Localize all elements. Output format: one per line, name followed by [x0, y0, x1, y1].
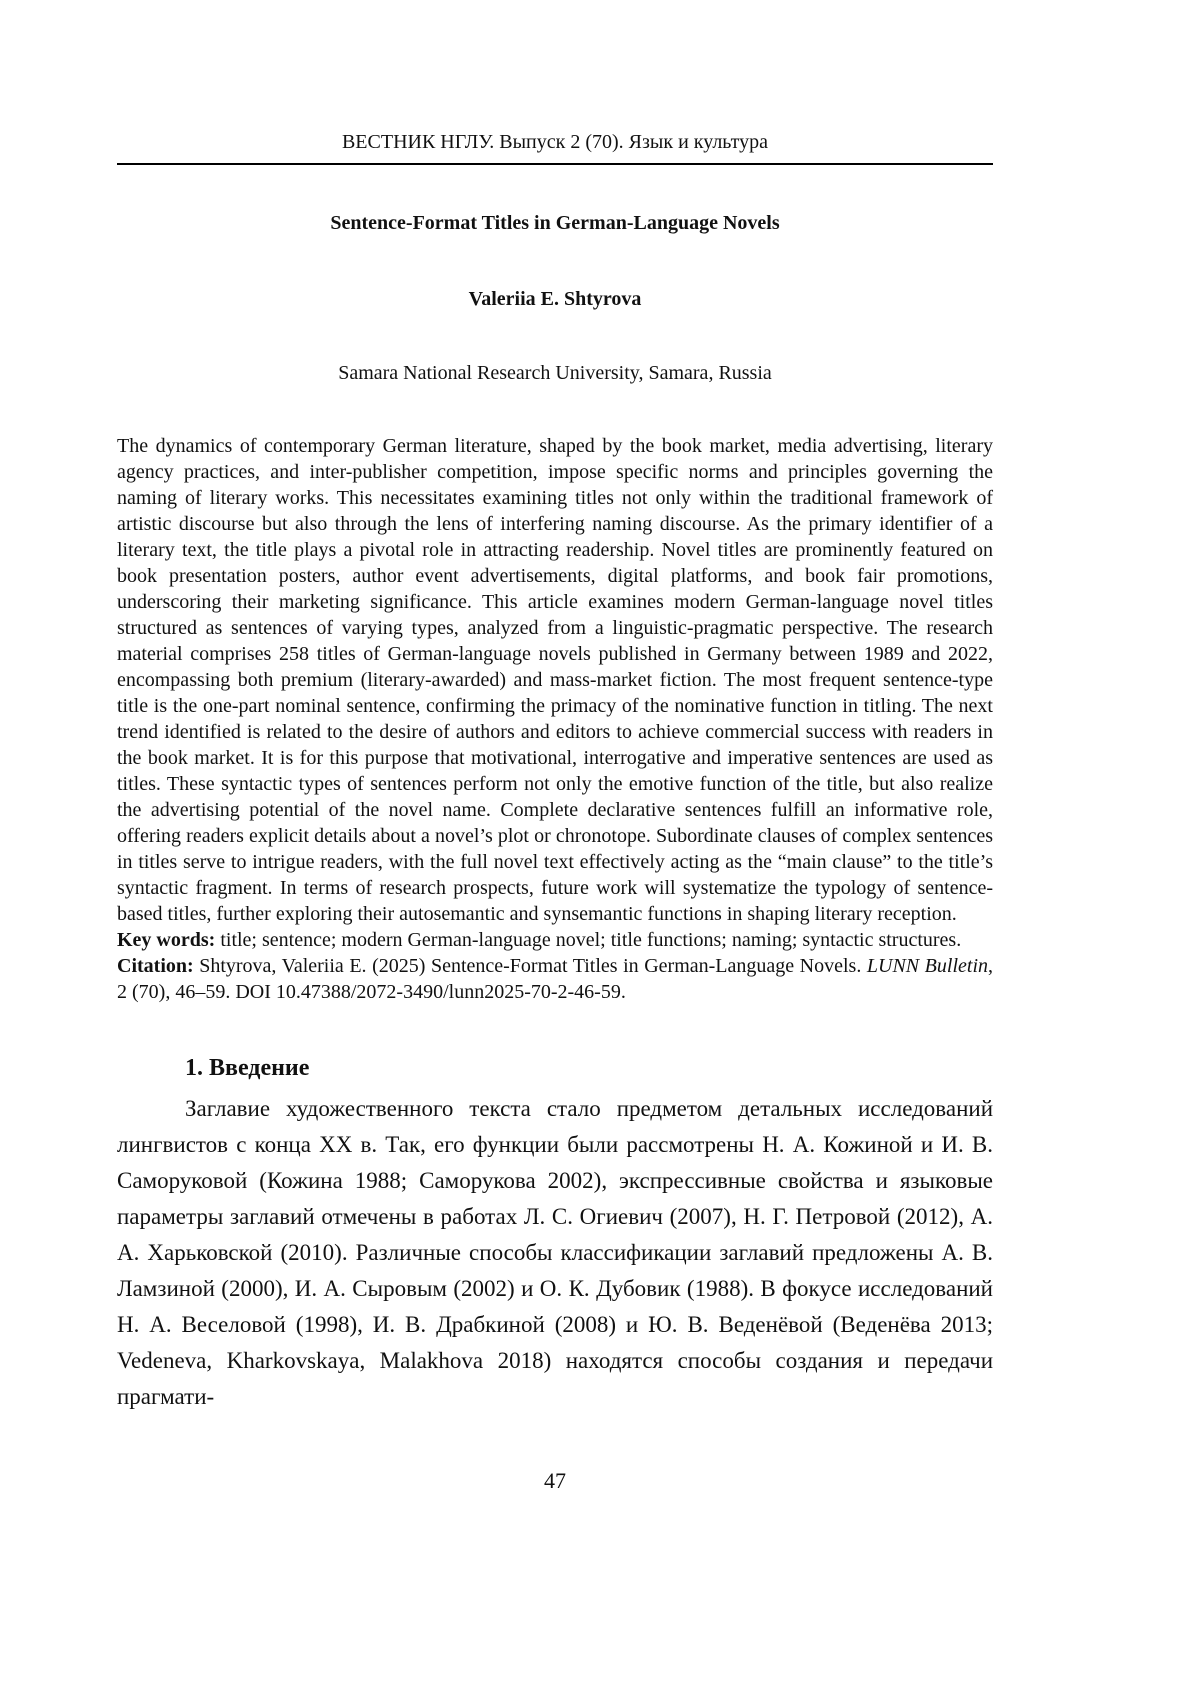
keywords-text: title; sentence; modern German-language novel; title functions; naming; syntactic structures. — [215, 929, 962, 951]
abstract-text: The dynamics of contemporary German literature, shaped by the book market, media advertising, literary agency practices, and inter-publisher competition, impose specific norms and principles governing the naming of literary works. This necessitates examining titles not only within the traditional framework of artistic discourse but also through the lens of interfering naming discourse. As the primary identifier of a literary text, the title plays a pivotal role in attracting readership. Novel titles are prominently featured on book presentation posters, author event advertisements, digital platforms, and book fair promotions, underscoring their marketing significance. This article examines modern German-language novel titles structured as sentences of varying types, analyzed from a linguistic-pragmatic perspective. The research material comprises 258 titles of German-language novels published in Germany between 1989 and 2022, encompassing both premium (literary-awarded) and mass-market fiction. The most frequent sentence-type title is the one-part nominal sentence, confirming the primacy of the nominative function in titling. The next trend identified is related to the desire of authors and editors to achieve commercial success with readers in the book market. It is for this purpose that motivational, interrogative and imperative sentences are used as titles. These syntactic types of sentences perform not only the emotive function of the title, but also realize the advertising potential of the novel name. Complete declarative sentences fulfill an informative role, offering readers explicit details about a novel’s plot or chronotope. Subordinate clauses of complex sentences in titles serve to intrigue readers, with the full novel text effectively acting as the “main clause” to the title’s syntactic fragment. In terms of research prospects, future work will systematize the typology of sentence-based titles, further exploring their autosemantic and synsemantic functions in shaping literary reception. — [117, 435, 993, 925]
citation-text-after-journal: , 2 (70), 46–59. DOI 10.47388/2072-3490/lunn2025-70-2-46-59. — [117, 955, 993, 1003]
citation-label: Citation: — [117, 955, 194, 977]
citation-line — [117, 953, 993, 1005]
citation-journal-name: LUNN Bulletin — [866, 955, 988, 977]
section-heading-introduction: 1. Введение — [185, 1055, 310, 1081]
keywords-label: Key words: — [117, 929, 216, 951]
header-rule — [117, 163, 993, 165]
citation-text-before-journal: Shtyrova, Valeriia E. (2025) Sentence-Format Titles in German-Language Novels. — [193, 955, 867, 977]
journal-header-text: ВЕСТНИК НГЛУ. Выпуск 2 (70). Язык и культура — [341, 131, 769, 153]
introduction-paragraph: Заглавие художественного текста стало предметом детальных исследований лингвистов с конца XX в. Так, его функции были рассмотрены Н. А. Кожиной и И. В. Саморуковой (Кожина 1988; Саморукова 2002), экспрессивные свойства и языковые параметры заглавий отмечены в работах Л. С. Огиевич (2007), Н. Г. Петровой (2012), А. А. Харьковской (2010). Различные способы классификации заглавий предложены А. В. Ламзиной (2000), И. А. Сыровым (2002) и О. К. Дубовик (1988). В фокусе исследований Н. А. Веселовой (1998), И. В. Драбкиной (2008) и Ю. В. Веденёвой (Веденёва 2013; Vedeneva, Kharkovskaya, Malakhova 2018) находятся способы создания и передачи прагмати- — [117, 1096, 993, 1409]
article-body — [117, 211, 993, 1415]
running-head — [117, 130, 993, 165]
abstract-block — [117, 433, 993, 1005]
author-name: Valeriia E. Shtyrova — [468, 288, 642, 310]
author-affiliation: Samara National Research University, Samara, Russia — [338, 362, 772, 384]
page-number: 47 — [544, 1468, 566, 1493]
keywords-line — [117, 927, 993, 953]
article-title: Sentence-Format Titles in German-Language Novels — [330, 212, 780, 234]
